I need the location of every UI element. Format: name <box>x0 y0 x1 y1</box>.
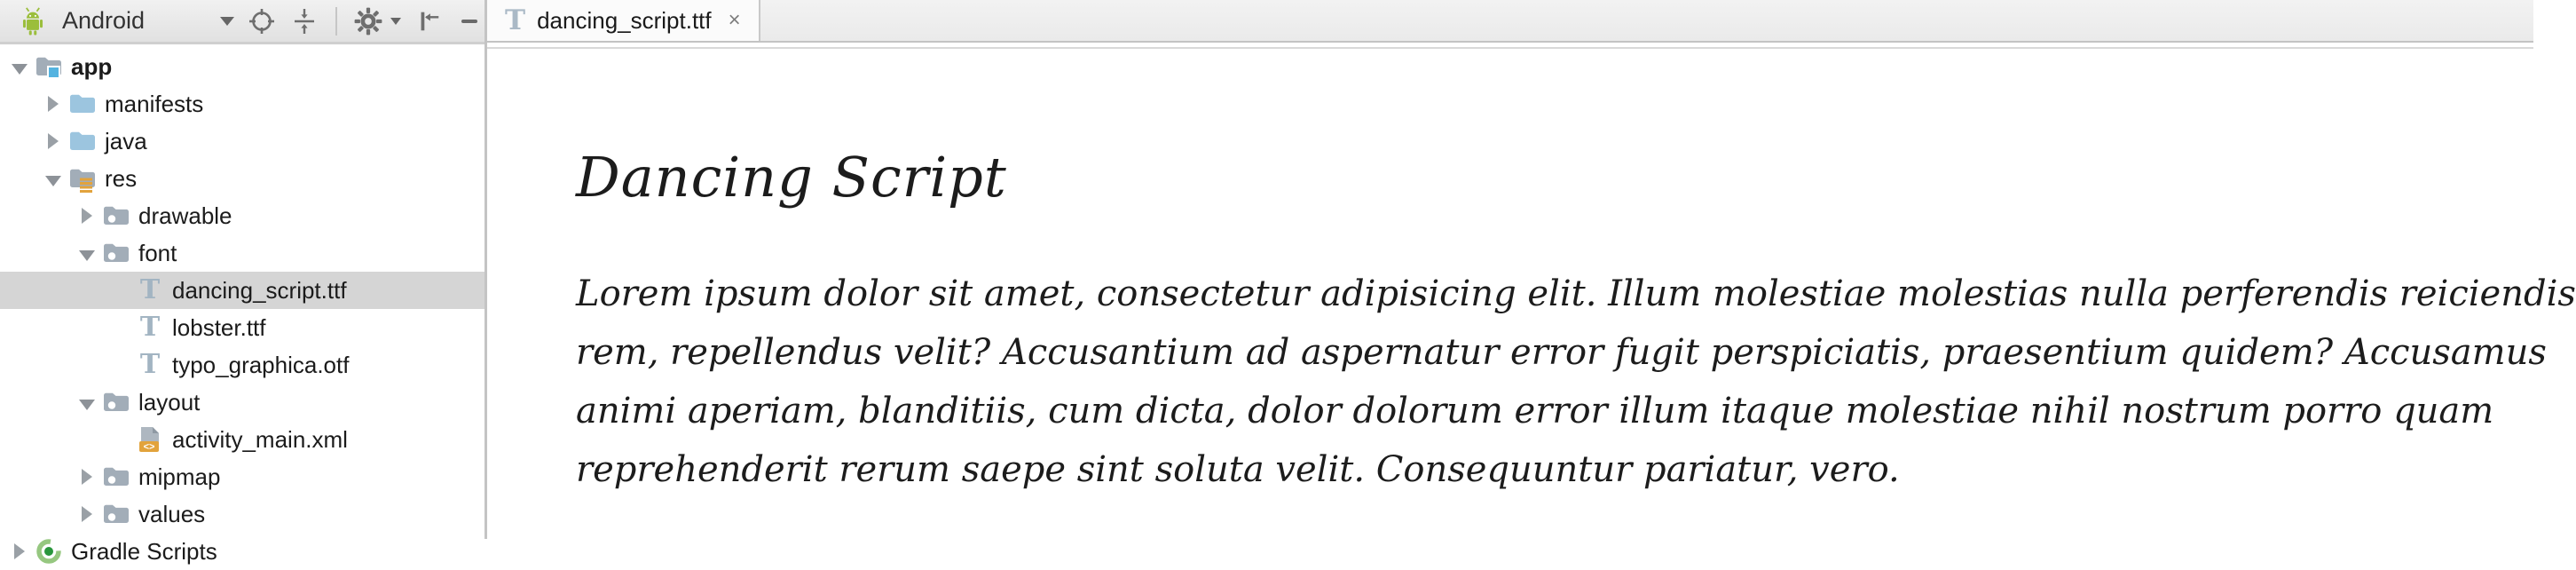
font-preview-heading: Dancing Script <box>576 145 1007 210</box>
folder-icon <box>66 89 99 119</box>
tree-item-label: drawable <box>138 202 232 229</box>
tree-item-dancing-script-ttf[interactable] <box>0 272 486 309</box>
tree-item-app[interactable] <box>0 48 486 85</box>
tree-item-label: layout <box>138 388 201 416</box>
tree-item-label: Gradle Scripts <box>71 537 217 565</box>
tree-item-java[interactable] <box>0 123 486 160</box>
android-module-folder-icon <box>32 51 66 82</box>
view-selector-label[interactable]: Android <box>62 7 146 34</box>
project-panel-toolbar <box>0 0 486 44</box>
font-preview-body <box>576 265 2576 499</box>
tree-item-gradle-scripts[interactable] <box>0 533 486 570</box>
tree-item-label: app <box>71 52 113 80</box>
editor-area <box>487 0 2576 539</box>
font-preview-editor <box>487 49 2576 537</box>
preview-text-line: Lorem ipsum dolor sit amet, consectetur adipisicing elit. Illum molestiae molestias nulla perferendis reiciendis <box>576 273 2576 314</box>
resource-folder-icon <box>99 462 133 492</box>
tree-item-font[interactable] <box>0 234 486 272</box>
chevron-expanded-icon[interactable] <box>75 240 99 267</box>
tree-item-layout[interactable] <box>0 384 486 421</box>
tree-item-drawable[interactable] <box>0 197 486 234</box>
settings-gear-icon[interactable] <box>353 6 383 36</box>
chevron-collapsed-icon[interactable] <box>41 128 66 155</box>
font-file-icon: T <box>139 312 161 343</box>
tab-dancing-script[interactable] <box>487 0 760 41</box>
tree-item-activity-main-xml[interactable] <box>0 421 486 458</box>
view-dropdown-caret-icon[interactable] <box>220 17 234 26</box>
project-tree <box>0 44 486 570</box>
preview-text-line: reprehenderit rerum saepe sint soluta velit. Consequuntur pariatur, vero. <box>576 449 1900 490</box>
tab-close-icon[interactable]: × <box>728 8 741 32</box>
font-file-icon: T <box>139 274 161 305</box>
android-logo-icon <box>18 6 48 36</box>
tree-item-values[interactable] <box>0 495 486 533</box>
chevron-expanded-icon[interactable] <box>41 165 66 193</box>
preview-text-line: rem, repellendus velit? Accusantium ad aspernatur error fugit perspiciatis, praesentium quidem? Accusamus <box>576 332 2547 373</box>
hide-panel-icon[interactable] <box>414 6 444 36</box>
res-folder-icon <box>66 163 99 194</box>
preview-text-line: animi aperiam, blanditiis, cum dicta, dolor dolorum error illum itaque molestiae nihil nostrum porro quam <box>576 391 2494 431</box>
tree-item-label: java <box>105 127 147 154</box>
tree-item-label: font <box>138 239 177 266</box>
collapse-all-icon[interactable] <box>289 6 319 36</box>
svg-text:<>: <> <box>143 441 155 453</box>
toolbar-separator <box>335 7 337 36</box>
resource-folder-icon <box>99 387 133 417</box>
tree-item-mipmap[interactable] <box>0 458 486 495</box>
tree-item-label: res <box>105 164 138 192</box>
tree-item-res[interactable] <box>0 160 486 197</box>
tree-item-label: dancing_script.ttf <box>172 276 347 304</box>
font-preview <box>487 49 2576 499</box>
tree-item-label: typo_graphica.otf <box>172 351 350 378</box>
tab-bar <box>487 0 2533 43</box>
chevron-collapsed-icon[interactable] <box>7 538 32 566</box>
splitter-grip[interactable] <box>461 20 477 23</box>
project-panel <box>0 0 486 565</box>
chevron-collapsed-icon[interactable] <box>41 91 66 118</box>
folder-icon <box>66 126 99 156</box>
chevron-collapsed-icon[interactable] <box>75 463 99 491</box>
resource-folder-icon <box>99 238 133 268</box>
tree-item-manifests[interactable] <box>0 85 486 123</box>
tree-item-typo-graphica-otf[interactable] <box>0 346 486 384</box>
tree-item-lobster-ttf[interactable] <box>0 309 486 346</box>
tree-item-label: values <box>138 500 206 527</box>
tree-item-label: manifests <box>105 90 204 117</box>
chevron-expanded-icon[interactable] <box>75 389 99 416</box>
chevron-collapsed-icon[interactable] <box>75 501 99 528</box>
gear-dropdown-caret-icon[interactable] <box>390 18 401 25</box>
chevron-expanded-icon[interactable] <box>7 53 32 81</box>
chevron-collapsed-icon[interactable] <box>75 202 99 230</box>
tree-item-label: activity_main.xml <box>172 425 348 453</box>
xml-file-icon <box>133 424 167 455</box>
resource-folder-icon <box>99 499 133 529</box>
tree-item-label: lobster.ttf <box>172 313 266 341</box>
locate-target-icon[interactable] <box>247 6 277 36</box>
resource-folder-icon <box>99 201 133 231</box>
tree-item-label: mipmap <box>138 463 221 490</box>
gradle-icon <box>32 536 66 566</box>
font-file-icon: T <box>505 4 526 36</box>
tab-label: dancing_script.ttf <box>537 6 712 34</box>
font-file-icon: T <box>139 349 161 380</box>
